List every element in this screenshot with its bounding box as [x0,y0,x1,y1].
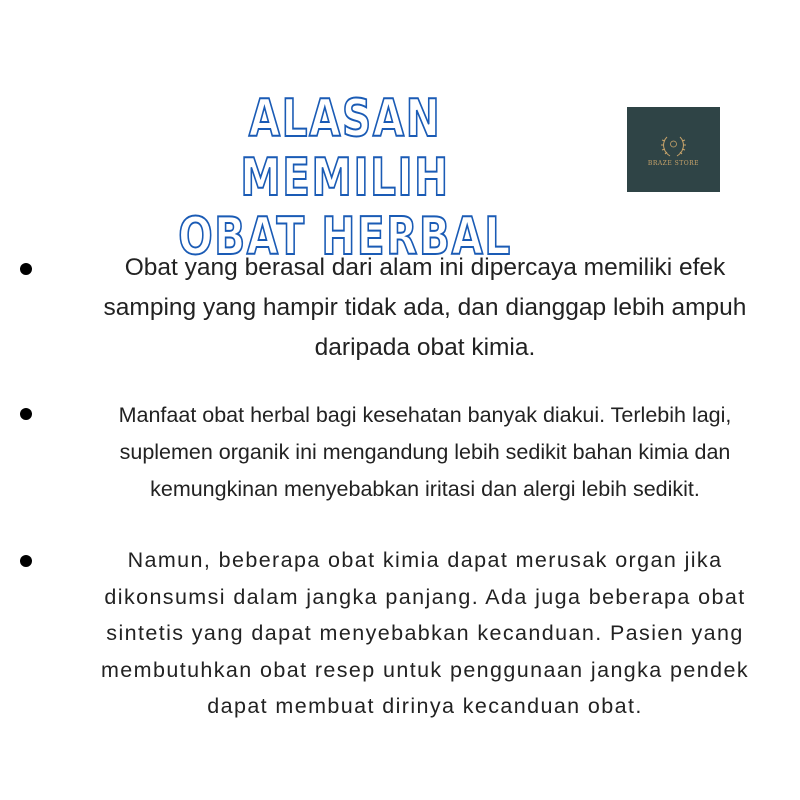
title-line-1: ALASAN MEMILIH [240,89,450,208]
laurel-wreath-icon [658,131,689,161]
bullet-paragraph-3 [55,542,795,725]
logo-text: BRAZE STORE [647,160,700,167]
paragraph-line: Manfaat obat herbal bagi kesehatan banyak diakui. Terlebih lagi, [118,403,732,427]
bullet-paragraph-2 [55,397,795,508]
page-title [150,90,540,267]
paragraph-line: dikonsumsi dalam jangka panjang. Ada juga beberapa obat [104,584,746,609]
brand-logo [627,107,720,192]
bullet-dot-2 [20,408,32,420]
bullet-paragraph-1 [55,248,795,368]
bullet-dot-1 [20,263,32,275]
paragraph-line: Obat yang berasal dari alam ini dipercaya memiliki efek [124,254,726,281]
paragraph-line: sintetis yang dapat menyebabkan kecanduan. Pasien yang [106,621,744,645]
paragraph-line: daripada obat kimia. [314,334,536,361]
paragraph-line: membutuhkan obat resep untuk penggunaan jangka pendek [101,657,749,682]
paragraph-line: suplemen organik ini mengandung lebih sedikit bahan kimia dan [119,440,731,464]
paragraph-line: samping yang hampir tidak ada, dan dianggap lebih ampuh [103,294,747,321]
paragraph-line: kemungkinan menyebabkan iritasi dan alergi lebih sedikit. [150,477,700,501]
bullet-dot-3 [20,555,32,567]
paragraph-line: dapat membuat dirinya kecanduan obat. [207,694,643,718]
paragraph-line: Namun, beberapa obat kimia dapat merusak organ jika [127,548,723,572]
title-line-2: OBAT HERBAL [178,207,512,267]
